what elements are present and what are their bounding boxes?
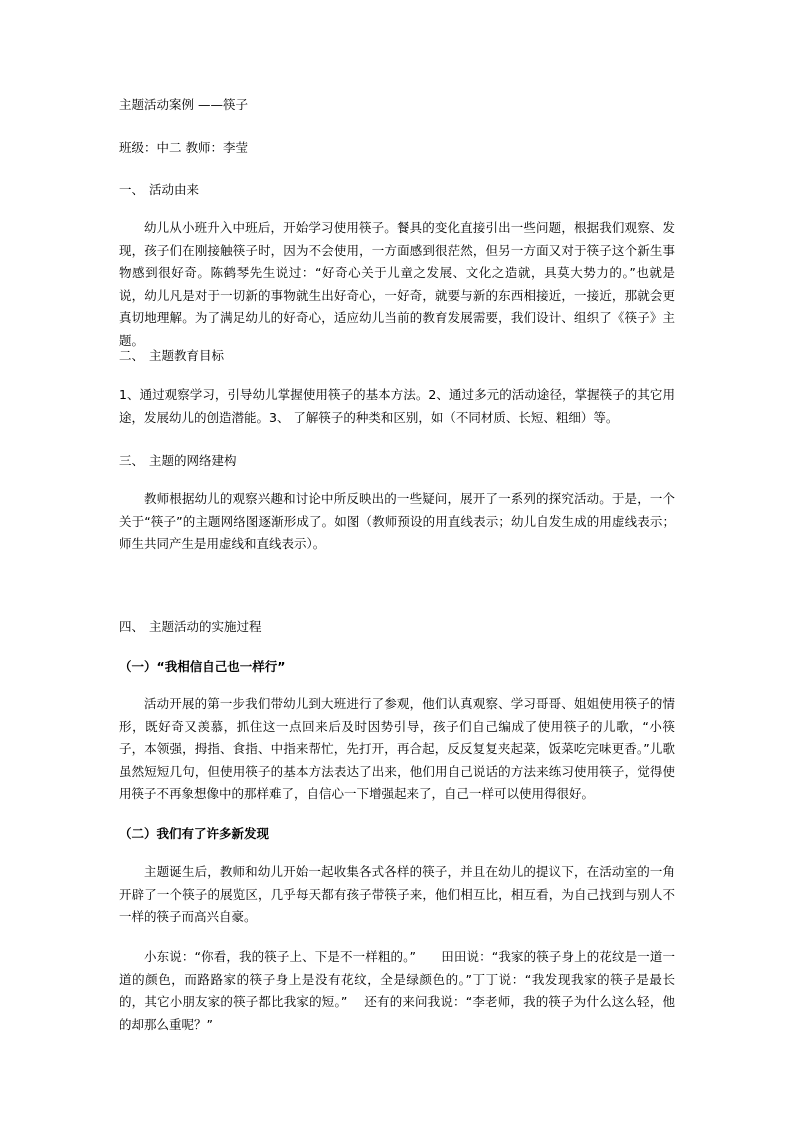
section-heading-2 [119,348,224,364]
section-heading-4 [119,619,262,635]
subsection-1-paragraph: 活动开展的第一步我们带幼儿到大班进行了参观，他们认真观察、学习哥哥、姐姐使用筷子的情形，既好奇又羡慕，抓住这一点回来后及时因势引导，孩子们自己编成了使用筷子的儿歌，“小筷子，本领强，拇指、食指、中指来帮忙，先打开，再合起，反反复复夹起菜，饭菜吃完味更香。”儿歌虽然短短几句，但使用筷子的基本方法表达了出来，他们用自己说话的方法来练习使用筷子，觉得使用筷子不再象想像中的那样难了，自信心一下增强起来了，自己一样可以使用得很好。 [119,696,675,801]
subsection-2-paragraph-2: 小东说：“你看，我的筷子上、下是不一样粗的。” 田田说：“我家的筷子身上的花纹是一道一道的颜色，而路路家的筷子身上是没有花纹，全是绿颜色的。”丁丁说：“我发现我家的筷子是最长的，其它小朋友家的筷子都比我家的短。” 还有的来问我说：“李老师，我的筷子为什么这么轻，他的却那么重呢？” [119,949,675,1032]
subsection-2-paragraph-1: 主题诞生后，教师和幼儿开始一起收集各式各样的筷子，并且在幼儿的提议下，在活动室的一角开辟了一个筷子的展览区，几乎每天都有孩子带筷子来，他们相互比，相互看，为自己找到与别人不一样的筷子而高兴自豪。 [119,864,675,924]
section-heading-3 [119,453,237,469]
section-title: 主题活动的实施过程 [149,619,262,634]
section-title: 主题的网络建构 [149,453,237,468]
section-2-paragraph: 1、通过观察学习，引导幼儿掌握使用筷子的基本方法。2、通过多元的活动途径，掌握筷子的其它用途，发展幼儿的创造潜能。3、 了解筷子的种类和区别，如（不同材质、长短、粗细）等。 [119,387,675,425]
section-number: 四、 [119,619,145,634]
section-number: 三、 [119,453,145,468]
section-heading-1 [119,182,199,198]
section-title: 主题教育目标 [149,348,225,363]
class-info: 班级：中二 教师：李莹 [119,140,248,155]
section-title: 活动由来 [149,182,200,197]
document-title: 主题活动案例 ——筷子 [119,97,248,112]
section-number: 二、 [119,348,145,363]
section-1-paragraph: 幼儿从小班升入中班后，开始学习使用筷子。餐具的变化直接引出一些问题，根据我们观察、发现，孩子们在刚接触筷子时，因为不会使用，一方面感到很茫然，但另一方面又对于筷子这个新生事物感到很好奇。陈鹤琴先生说过：“好奇心关于儿童之发展、文化之造就，具莫大势力的。”也就是说，幼儿凡是对于一切新的事物就生出好奇心，一好奇，就要与新的东西相接近，一接近，那就会更真切地理解。为了满足幼儿的好奇心，适应幼儿当前的教育发展需要，我们设计、组织了《筷子》主题。 [119,220,675,348]
section-number: 一、 [119,182,145,197]
section-3-paragraph: 教师根据幼儿的观察兴趣和讨论中所反映出的一些疑问，展开了一系列的探究活动。于是，一个关于“筷子”的主题网络图逐渐形成了。如图（教师预设的用直线表示；幼儿自发生成的用虚线表示；师生共同产生是用虚线和直线表示）。 [119,491,675,551]
subsection-heading-2: （二）我们有了许多新发现 [119,826,270,841]
subsection-heading-1: （一）“我相信自己也一样行” [119,659,286,674]
